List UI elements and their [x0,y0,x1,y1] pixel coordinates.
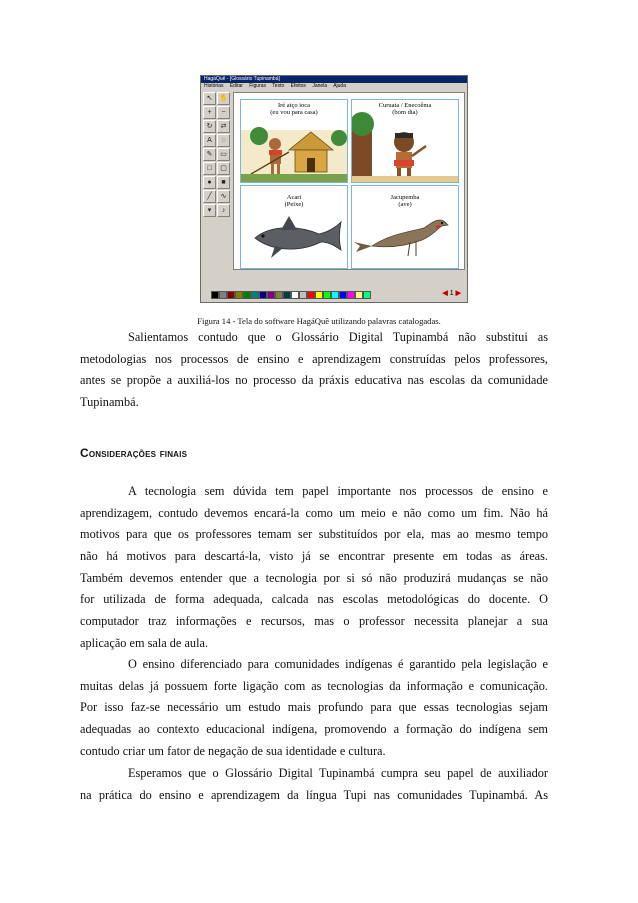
comic-panel [240,185,348,269]
flip-icon: ⇄ [217,120,230,133]
menu-item: Texto [272,83,285,89]
color-swatch [235,291,243,299]
paragraph-intro [80,327,548,414]
color-swatch [299,291,307,299]
text-line: computador traz informações e recursos, mas o professor necessita planejar a sua [80,614,548,629]
indigenous-scene-illustration [241,100,347,182]
text-line: O ensino diferenciado para comunidades indígenas é garantido pela legislação e [128,657,548,671]
bubble-line: (bom dia) [392,109,418,116]
zoom-out-icon: − [217,106,230,119]
color-swatch [339,291,347,299]
color-swatch [331,291,339,299]
color-swatch [355,291,363,299]
page-navigator [442,289,461,297]
color-swatch [291,291,299,299]
text-line: aprendizagem, contudo devemos encará-la como um meio e não como um fim. Não há [80,505,548,520]
text-line: A tecnologia sem dúvida tem papel importante nos processos de ensino e [128,484,548,498]
page-number: 1 [449,290,454,297]
text-line: muitas delas já possuem forte ligação com as tecnologias da informação e comunicação. [80,678,548,693]
color-swatch [275,291,283,299]
color-swatch [243,291,251,299]
brush-icon: ∿ [217,190,230,203]
bird-illustration [352,186,458,268]
paragraph-technology [80,481,548,655]
text-line: não há motivos para descartá-la, visto já se encontrar presente em todas as áreas. [80,549,548,564]
menu-item: Histórias [204,83,224,89]
paragraph-conclusion [80,763,548,806]
text-icon: A [203,134,216,147]
text-line: Por isso faz-se necessário um estudo mais profundo para que essas tecnologias sejam [80,700,548,715]
rect-outline-icon: ▢ [217,162,230,175]
text-line: Esperamos que o Glossário Digital Tupinambá cumpra seu papel de auxiliador [128,766,548,780]
color-swatch [307,291,315,299]
menu-item: Ajuda [333,83,346,89]
select-tool-icon: ↖ [203,92,216,105]
sound-icon: ♪ [217,204,230,217]
text-line: adequadas ao contexto educacional indígena, promovendo a formação do indígena sem [80,722,548,737]
color-swatch [347,291,355,299]
color-swatch [251,291,259,299]
pencil-icon: ✎ [203,148,216,161]
menu-item: Figuras [249,83,266,89]
paragraph-indigenous [80,654,548,762]
bubble-line: Acari [286,194,302,201]
bubble-line: Curuata / Enecoêma [378,102,432,109]
eraser-icon: ▭ [217,148,230,161]
comic-panel [351,185,459,269]
bubble-line: Iré atço ioca [277,102,311,109]
figure-caption: Figura 14 - Tela do software HagáQuê utilizando palavras catalogadas. [197,316,441,326]
bubble-line: (eu vou para casa) [270,109,318,116]
menu-item: Janela [312,83,328,89]
fill-square-icon: ■ [217,176,230,189]
comic-panel [240,99,348,183]
color-swatch [211,291,219,299]
text-line: Tupinambá. [80,395,139,410]
text-line: Também devemos entender que a tecnologia por si só não produzirá mudanças se não [80,570,548,585]
hand-tool-icon: ✋ [217,92,230,105]
text-line: na prática do ensino e aprendizagem da língua Tupi nas comunidades Tupinambá. As [80,787,548,802]
text-line: for utilizada de forma adequada, calcada nas escolas metodológicas do docente. O [80,592,548,607]
comic-canvas [233,92,465,270]
section-heading: Considerações finais [80,446,188,460]
hagaque-screenshot [200,75,468,303]
window-title: HagáQuê - [Glossário Tupinambá] [201,76,467,83]
tool-palette [203,92,231,260]
bubble-line: (Peixe) [284,201,304,208]
rect-icon: □ [203,162,216,175]
child-greeting-illustration [352,100,458,182]
color-swatch [283,291,291,299]
text-line: motivos para que os professores temam ser substituídos por ela, mas ao mesmo tempo [80,527,548,542]
rotate-icon: ↻ [203,120,216,133]
text-line: antes se propõe a auxiliá-los no processo da práxis educativa nas escolas da comunidade [80,373,548,388]
color-swatch [363,291,371,299]
color-swatch [267,291,275,299]
zoom-in-icon: + [203,106,216,119]
line-icon: ╱ [203,190,216,203]
text-line: contudo criar um fator de negação de sua identidade e cultura. [80,743,386,758]
color-swatch [219,291,227,299]
color-swatch [227,291,235,299]
bubble-icon: ◌ [217,134,230,147]
bubble-line: Jacupemba [390,194,420,201]
comic-panel [351,99,459,183]
menu-item: Efeitos [290,83,306,89]
bucket-icon: ▾ [203,204,216,217]
bubble-line: (ave) [398,201,412,208]
color-swatch [323,291,331,299]
text-line: metodologias nos processos de ensino e aprendizagem construídas pelos professores, [80,351,548,366]
text-line: aplicação em sala de aula. [80,635,209,650]
previous-page-icon: ◀ [442,290,448,297]
fill-circle-icon: ● [203,176,216,189]
fish-illustration [241,186,347,268]
menu-item: Editar [229,83,243,89]
color-swatch [259,291,267,299]
menu-bar [201,83,467,90]
text-line: Salientamos contudo que o Glossário Digital Tupinambá não substitui as [128,330,548,344]
color-swatch [315,291,323,299]
next-page-icon: ▶ [455,290,461,297]
